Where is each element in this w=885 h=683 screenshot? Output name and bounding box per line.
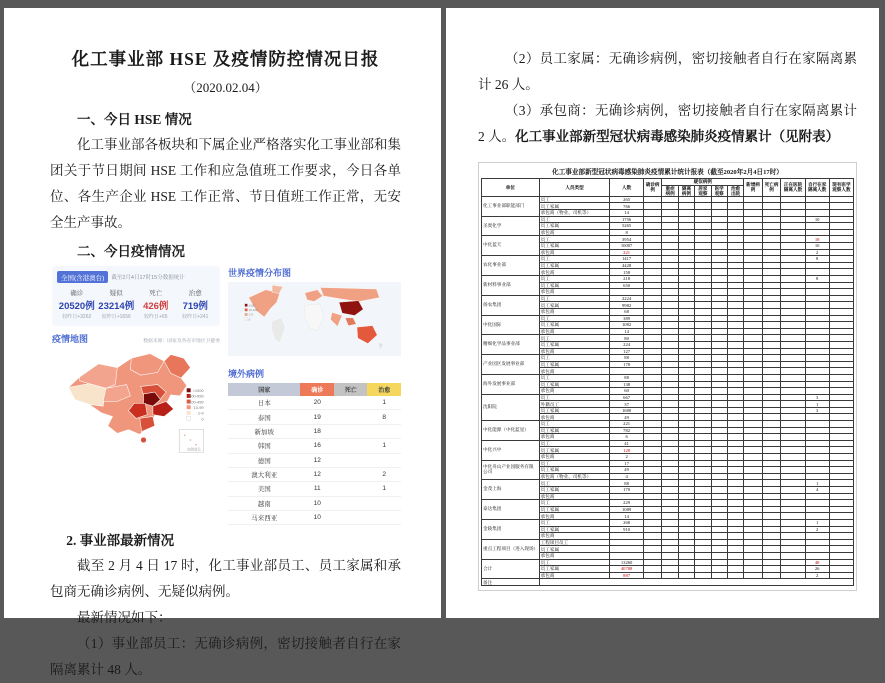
home-isolation-cell: [805, 203, 829, 210]
svg-text:0: 0: [248, 317, 251, 322]
count-cell: 1680: [610, 407, 643, 414]
person-type-cell: 外籍员工: [539, 401, 610, 408]
att-col-header: 死亡病例: [762, 179, 781, 197]
home-isolation-cell: [805, 381, 829, 388]
count-cell: 229: [610, 500, 643, 507]
table-row: [482, 236, 854, 243]
person-type-cell: 员工家属: [539, 487, 610, 494]
world-map-title: 世界疫情分布图: [228, 268, 292, 278]
person-type-cell: 员工家属: [539, 381, 610, 388]
table-row: [482, 460, 854, 467]
count-cell: 224: [610, 341, 643, 348]
att-col-header: 新增病例: [744, 179, 763, 197]
unit-cell: 新材料事业部: [482, 276, 540, 296]
person-type-cell: 员工家属: [539, 223, 610, 230]
table-row: [482, 421, 854, 428]
count-cell: 9982: [610, 302, 643, 309]
person-type-cell: 承包商: [539, 368, 610, 375]
count-cell: 49: [610, 414, 643, 421]
count-cell: 6: [610, 434, 643, 441]
svg-text:10-99: 10-99: [193, 404, 204, 410]
person-type-cell: 员工: [539, 480, 610, 487]
person-type-cell: 承包商: [539, 269, 610, 276]
unit-cell: 沈阳院: [482, 394, 540, 420]
count-cell: [610, 493, 643, 500]
count-cell: 218: [610, 276, 643, 283]
home-isolation-cell: [805, 388, 829, 395]
home-isolation-cell: [805, 269, 829, 276]
count-cell: 887: [610, 572, 643, 579]
home-isolation-cell: 2: [805, 526, 829, 533]
unit-cell: 合计: [482, 559, 540, 579]
person-type-cell: 员工家属: [539, 407, 610, 414]
table-row: [482, 519, 854, 526]
person-type-cell: 员工家属: [539, 302, 610, 309]
person-type-cell: 承包商: [539, 388, 610, 395]
home-isolation-cell: 8: [805, 276, 829, 283]
count-cell: 80: [610, 335, 643, 342]
unit-cell: 金陵集团: [482, 519, 540, 539]
unit-cell: 中化蓝天: [482, 236, 540, 256]
person-type-cell: 员工: [539, 295, 610, 302]
home-isolation-cell: 18: [805, 236, 829, 243]
att-col-header: 隔离病例: [678, 185, 694, 196]
svg-text:0: 0: [201, 416, 204, 422]
overseas-row: 越南 10: [228, 496, 401, 510]
person-type-cell: 员工: [539, 236, 610, 243]
person-type-cell: 员工: [539, 335, 610, 342]
epidemic-dashboard: [52, 266, 401, 525]
home-isolation-cell: [805, 467, 829, 474]
svg-text:100-499: 100-499: [189, 399, 204, 405]
unit-cell: 农化事业部: [482, 256, 540, 276]
count-cell: 37: [610, 401, 643, 408]
china-map-source: 数据来源：国家及各省市地区卫健委: [143, 339, 220, 344]
person-type-cell: 员工家属: [539, 203, 610, 210]
table-row: [482, 276, 854, 283]
home-isolation-cell: [805, 427, 829, 434]
person-type-cell: 员工: [539, 256, 610, 263]
count-cell: 4428: [610, 262, 643, 269]
count-cell: 14: [610, 513, 643, 520]
count-cell: 88: [610, 355, 643, 362]
svg-text:500-999: 500-999: [189, 393, 204, 399]
section3-paragraph1: 截至 2 月 4 日 17 时，化工事业部员工、员工家属和承包商无确诊病例、无疑似病例。: [50, 558, 401, 600]
count-cell: 5265: [610, 223, 643, 230]
home-isolation-cell: [805, 361, 829, 368]
person-type-cell: 员工家属: [539, 526, 610, 533]
svg-text:1-9: 1-9: [248, 312, 253, 317]
person-type-cell: 员工: [539, 355, 610, 362]
person-type-cell: 员工家属: [539, 282, 610, 289]
attachment-reference: 化工事业部新型冠状病毒感染肺炎疫情累计（见附表）: [515, 129, 840, 144]
home-isolation-cell: [805, 513, 829, 520]
home-isolation-cell: [805, 289, 829, 296]
count-cell: 17: [610, 460, 643, 467]
overseas-title: 境外病例: [228, 369, 265, 379]
person-type-cell: 承包商: [539, 552, 610, 559]
person-type-cell: 承包商: [539, 249, 610, 256]
count-cell: 650: [610, 282, 643, 289]
att-col-header: 治愈出院: [727, 185, 743, 196]
count-cell: 8: [610, 229, 643, 236]
person-type-cell: 员工家属: [539, 467, 610, 474]
document-page-right: [446, 8, 879, 618]
stat-治愈: 治愈 719例 较昨日+241: [182, 290, 209, 320]
count-cell: 910: [610, 526, 643, 533]
count-cell: 766: [610, 203, 643, 210]
overseas-col-header: 治愈: [367, 383, 401, 396]
count-cell: [610, 533, 643, 540]
table-row: [482, 559, 854, 566]
att-col-header: 疑似病例: [662, 179, 744, 186]
home-isolation-cell: [805, 421, 829, 428]
count-cell: 170: [610, 487, 643, 494]
count-cell: 14: [610, 328, 643, 335]
home-isolation-cell: 3: [805, 394, 829, 401]
home-isolation-cell: 4: [805, 487, 829, 494]
home-isolation-cell: [805, 355, 829, 362]
contractor-paragraph: [478, 98, 857, 150]
unit-cell: 化工事业部职能部门: [482, 196, 540, 216]
count-cell: [610, 552, 643, 559]
home-isolation-cell: 8: [805, 256, 829, 263]
person-type-cell: 员工: [539, 276, 610, 283]
count-cell: 88: [610, 480, 643, 487]
home-isolation-cell: [805, 454, 829, 461]
home-isolation-cell: [805, 533, 829, 540]
count-cell: 1417: [610, 256, 643, 263]
count-cell: 3954: [610, 236, 643, 243]
stats-row: [57, 288, 215, 320]
overseas-row: 韩国 16 1: [228, 439, 401, 453]
unit-cell: 重点工程项目（进入现场）: [482, 539, 540, 559]
table-row: [482, 374, 854, 381]
att-col-header: 确诊病例: [643, 179, 662, 197]
count-cell: 221: [610, 249, 643, 256]
count-cell: 88: [610, 374, 643, 381]
attachment-table-title: 化工事业部新型冠状病毒感染肺炎疫情累计统计报表（截至2020年2月4日17时）: [552, 169, 783, 176]
home-isolation-cell: [805, 552, 829, 559]
unit-cell: 中化舟山产业园服务有限公司: [482, 460, 540, 480]
table-row: [482, 440, 854, 447]
person-type-cell: 员工家属: [539, 361, 610, 368]
home-isolation-cell: [805, 546, 829, 553]
china-map-card: [52, 332, 220, 460]
overseas-col-header: 死亡: [334, 383, 368, 396]
home-isolation-cell: [805, 210, 829, 217]
person-type-cell: 员工家属: [539, 322, 610, 329]
table-row: [482, 500, 854, 507]
person-type-cell: 承包商: [539, 513, 610, 520]
person-type-cell: 承包商: [539, 434, 610, 441]
person-type-cell: 员工: [539, 374, 610, 381]
page-title: 化工事业部 HSE 及疫情防控情况日报: [71, 49, 380, 69]
home-isolation-cell: [805, 262, 829, 269]
home-isolation-cell: [805, 302, 829, 309]
document-date: （2020.02.04）: [183, 80, 268, 95]
overseas-row: 泰国 19 8: [228, 410, 401, 424]
person-type-cell: 承包商: [539, 229, 610, 236]
person-type-cell: 承包商: [539, 328, 610, 335]
home-isolation-cell: 1: [805, 519, 829, 526]
home-isolation-cell: [805, 374, 829, 381]
person-type-cell: 员工家属: [539, 546, 610, 553]
person-type-cell: 员工: [539, 559, 610, 566]
note-label-cell: 备注: [482, 579, 540, 586]
att-col-header: 医学观察: [711, 185, 727, 196]
overseas-row: 日本 20 1: [228, 396, 401, 410]
count-cell: 49: [610, 467, 643, 474]
home-isolation-cell: [805, 308, 829, 315]
person-type-cell: 承包商: [539, 572, 610, 579]
document-page-left: [4, 8, 441, 678]
att-col-header: 人员类型: [539, 179, 610, 197]
table-row: [482, 480, 854, 487]
count-cell: 667: [610, 394, 643, 401]
home-isolation-cell: [805, 447, 829, 454]
person-type-cell: 员工: [539, 421, 610, 428]
home-isolation-cell: [805, 493, 829, 500]
home-isolation-cell: [805, 335, 829, 342]
svg-text:南海诸岛: 南海诸岛: [187, 447, 201, 452]
home-isolation-cell: [805, 328, 829, 335]
home-isolation-cell: 1: [805, 401, 829, 408]
china-map: [52, 347, 220, 455]
home-isolation-cell: 26: [805, 566, 829, 573]
overseas-row: 马来西亚 10: [228, 511, 401, 525]
table-row: [482, 315, 854, 322]
person-type-cell: 员工: [539, 440, 610, 447]
count-cell: 13260: [610, 559, 643, 566]
overseas-row: 澳大利亚 12 2: [228, 467, 401, 481]
asof-timestamp: 截至2月4日17时15分数据统计: [111, 275, 185, 281]
person-type-cell: 员工: [539, 394, 610, 401]
home-isolation-cell: [805, 229, 829, 236]
person-type-cell: 员工家属: [539, 243, 610, 250]
home-isolation-cell: 2: [805, 572, 829, 579]
home-isolation-cell: [805, 322, 829, 329]
person-type-cell: 员工: [539, 196, 610, 203]
person-type-cell: 承包商: [539, 454, 610, 461]
table-row: [482, 355, 854, 362]
home-isolation-cell: [805, 295, 829, 302]
home-isolation-cell: 10: [805, 216, 829, 223]
person-type-cell: 员工家属: [539, 447, 610, 454]
home-isolation-cell: [805, 341, 829, 348]
svg-text:1-9: 1-9: [197, 410, 204, 416]
person-type-cell: 员工: [539, 500, 610, 507]
count-cell: 128: [610, 447, 643, 454]
scope-badge: 全国(含港澳台): [57, 271, 108, 283]
overseas-cases-table: [228, 383, 401, 525]
section3-heading: 2. 事业部最新情况: [66, 533, 175, 549]
unit-cell: 产业园区发展事业部: [482, 355, 540, 375]
contractor-text: （3）承包商：无确诊病例，密切接触者自行在家隔离累计 2 人。: [478, 103, 857, 144]
count-cell: 178: [610, 361, 643, 368]
table-row: [482, 295, 854, 302]
count-cell: 265: [610, 196, 643, 203]
person-type-cell: 承包商: [539, 493, 610, 500]
person-type-cell: 员工家属: [539, 262, 610, 269]
home-isolation-cell: [805, 539, 829, 546]
home-isolation-cell: 48: [805, 559, 829, 566]
count-cell: 158: [610, 269, 643, 276]
home-isolation-cell: [805, 196, 829, 203]
count-cell: 2224: [610, 295, 643, 302]
section1-paragraph: 化工事业部各板块和下属企业严格落实化工事业部和集团关于节日期间 HSE 工作和应急值班工作要求，今日各单位、各生产企业 HSE 工作正常、节日值班工作正常，无安全生产事故。: [50, 137, 401, 230]
table-row: [482, 335, 854, 342]
att-col-header: 重症病例: [662, 185, 678, 196]
person-type-cell: 承包商（物业、司机等）: [539, 473, 610, 480]
unit-cell: 中化能源（中化蓝星）: [482, 421, 540, 441]
person-type-cell: 员工: [539, 315, 610, 322]
unit-cell: 海外发展事业部: [482, 374, 540, 394]
att-col-header: 现有医学观察人数: [829, 179, 853, 197]
person-type-cell: 承包商: [539, 533, 610, 540]
world-map: [228, 282, 401, 356]
unit-cell: 金茂上海: [482, 480, 540, 500]
svg-text:>1000: >1000: [192, 388, 204, 394]
table-row: [482, 539, 854, 546]
section3-paragraph3: （1）事业部员工：无确诊病例，密切接触者自行在家隔离累计 48 人。: [50, 636, 401, 678]
note-row: [482, 579, 854, 586]
national-stats-card: [52, 266, 220, 326]
home-isolation-cell: [805, 506, 829, 513]
unit-cell: 泰达集团: [482, 500, 540, 520]
count-cell: 138: [610, 381, 643, 388]
stat-死亡: 死亡 426例 较昨日+65: [143, 290, 169, 320]
count-cell: 68: [610, 308, 643, 315]
section2-heading: 二、今日疫情情况: [77, 244, 185, 259]
table-row: [482, 196, 854, 203]
family-paragraph: （2）员工家属：无确诊病例，密切接触者自行在家隔离累计 26 人。: [478, 51, 857, 92]
home-isolation-cell: [805, 414, 829, 421]
overseas-col-header: 国家: [228, 383, 300, 396]
attachment-table-container: [478, 162, 857, 591]
count-cell: 782: [610, 427, 643, 434]
table-row: [482, 394, 854, 401]
stat-确诊: 确诊 20520例 较昨日+3262: [58, 290, 95, 320]
home-isolation-cell: 3: [805, 407, 829, 414]
person-type-cell: 承包商: [539, 308, 610, 315]
home-isolation-cell: [805, 348, 829, 355]
home-isolation-cell: [805, 282, 829, 289]
person-type-cell: 员工: [539, 216, 610, 223]
count-cell: 4: [610, 473, 643, 480]
att-col-header: 自行在家隔离人数: [805, 179, 829, 197]
table-row: [482, 256, 854, 263]
count-cell: [610, 539, 643, 546]
unit-cell: 扬农集团: [482, 295, 540, 315]
home-isolation-cell: [805, 434, 829, 441]
home-isolation-cell: [805, 223, 829, 230]
unit-cell: 精细化学品事业部: [482, 335, 540, 355]
home-isolation-cell: [805, 315, 829, 322]
overseas-row: 美国 11 1: [228, 482, 401, 496]
person-type-cell: 员工: [539, 460, 610, 467]
china-map-title: 疫情地图: [52, 334, 89, 344]
att-col-header: 单位: [482, 179, 540, 197]
count-cell: 14: [610, 210, 643, 217]
unit-cell: 圣奥化学: [482, 216, 540, 236]
person-type-cell: 员工家属: [539, 427, 610, 434]
count-cell: 60: [610, 388, 643, 395]
unit-cell: 中化兴中: [482, 440, 540, 460]
home-isolation-cell: [805, 500, 829, 507]
home-isolation-cell: [805, 368, 829, 375]
person-type-cell: 员工家属: [539, 566, 610, 573]
person-type-cell: 承包商: [539, 414, 610, 421]
count-cell: 1089: [610, 506, 643, 513]
count-cell: 2: [610, 454, 643, 461]
count-cell: 1756: [610, 216, 643, 223]
person-type-cell: 承包商（物业、司机等）: [539, 210, 610, 217]
count-cell: [610, 289, 643, 296]
count-cell: 389: [610, 315, 643, 322]
overseas-row: 德国 12: [228, 453, 401, 467]
count-cell: 40788: [610, 566, 643, 573]
count-cell: 1082: [610, 322, 643, 329]
count-cell: 221: [610, 421, 643, 428]
home-isolation-cell: [805, 440, 829, 447]
count-cell: 127: [610, 348, 643, 355]
overseas-col-header: 确诊: [300, 383, 334, 396]
count-cell: 10007: [610, 243, 643, 250]
home-isolation-cell: [805, 460, 829, 467]
epidemic-statistics-table: [481, 178, 854, 586]
count-cell: [610, 368, 643, 375]
unit-cell: 中化国际: [482, 315, 540, 335]
count-cell: [610, 546, 643, 553]
svg-text:≥100: ≥100: [248, 303, 256, 308]
stat-疑似: 疑似 23214例 较昨日+1656: [98, 290, 135, 320]
att-col-header: 居家观察: [695, 185, 711, 196]
home-isolation-cell: 1: [805, 480, 829, 487]
person-type-cell: 员工: [539, 519, 610, 526]
count-cell: 41: [610, 440, 643, 447]
person-type-cell: 承包商: [539, 348, 610, 355]
person-type-cell: 员工家属: [539, 506, 610, 513]
section3-paragraph2: 最新情况如下：: [77, 610, 172, 626]
section1-heading: 一、今日 HSE 情况: [77, 112, 192, 127]
person-type-cell: 员工家属: [539, 341, 610, 348]
home-isolation-cell: 2: [805, 249, 829, 256]
home-isolation-cell: [805, 473, 829, 480]
overseas-row: 新加坡 18: [228, 424, 401, 438]
svg-text:10-100: 10-100: [248, 307, 258, 312]
count-cell: 268: [610, 519, 643, 526]
att-col-header: 正在医院隔离人数: [781, 179, 805, 197]
person-type-cell: 工程项目员工: [539, 539, 610, 546]
home-isolation-cell: 10: [805, 243, 829, 250]
person-type-cell: 承包商: [539, 289, 610, 296]
att-col-header: 人数: [610, 179, 643, 197]
table-row: [482, 216, 854, 223]
